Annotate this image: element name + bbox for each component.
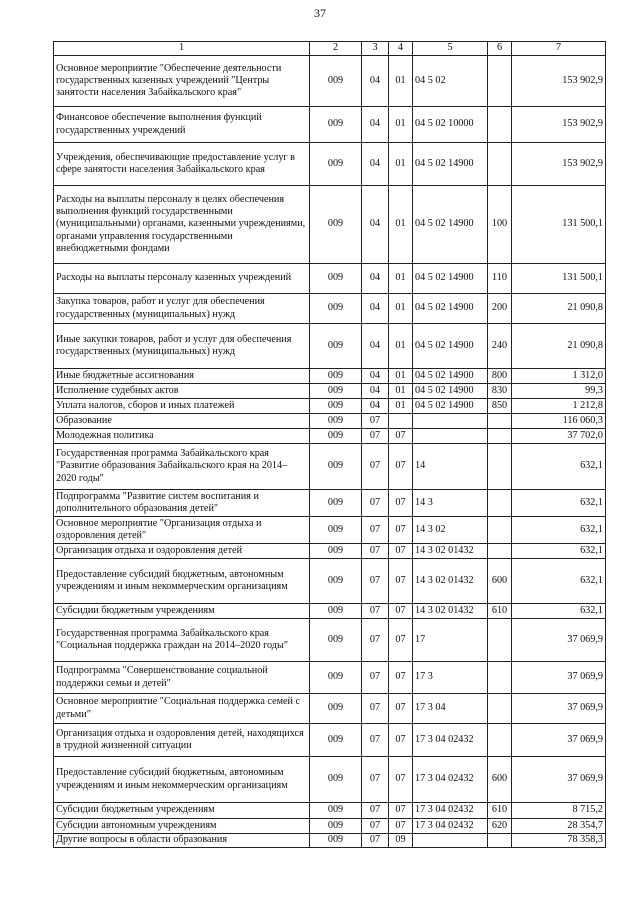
row-expense-type: [488, 834, 512, 848]
row-section: 07: [362, 544, 389, 559]
table-row: [54, 490, 606, 517]
row-grbs: 009: [310, 803, 362, 819]
row-name: Исполнение судебных актов: [54, 384, 310, 399]
row-amount: 153 902,9: [512, 56, 606, 107]
row-name: Другие вопросы в области образования: [54, 834, 310, 848]
row-amount: 99,3: [512, 384, 606, 399]
row-expense-type: [488, 107, 512, 143]
row-expense-type: 600: [488, 757, 512, 803]
row-subsection: 07: [389, 694, 413, 724]
row-grbs: 009: [310, 107, 362, 143]
row-name: Уплата налогов, сборов и иных платежей: [54, 399, 310, 414]
row-grbs: 009: [310, 399, 362, 414]
table-row: [54, 662, 606, 694]
row-target-code: 17 3 04: [413, 694, 488, 724]
row-section: 07: [362, 517, 389, 544]
col-header: 7: [512, 42, 606, 56]
row-grbs: 009: [310, 834, 362, 848]
row-name: Учреждения, обеспечивающие предоставление услуг в сфере занятости населения Забайкальского края: [54, 143, 310, 186]
table-row: [54, 604, 606, 619]
table-row: [54, 399, 606, 414]
row-amount: 37 069,9: [512, 724, 606, 757]
table-row: [54, 517, 606, 544]
row-grbs: 009: [310, 384, 362, 399]
row-subsection: 07: [389, 819, 413, 834]
row-section: 07: [362, 834, 389, 848]
table-row: [54, 384, 606, 399]
row-subsection: 07: [389, 619, 413, 662]
page-number: 37: [314, 6, 326, 20]
row-name: Организация отдыха и оздоровления детей, находящихся в трудной жизненной ситуации: [54, 724, 310, 757]
row-expense-type: 830: [488, 384, 512, 399]
row-grbs: 009: [310, 186, 362, 264]
row-amount: 131 500,1: [512, 186, 606, 264]
row-subsection: 01: [389, 324, 413, 369]
row-amount: 1 312,0: [512, 369, 606, 384]
row-target-code: 04 5 02 14900: [413, 264, 488, 294]
row-expense-type: [488, 694, 512, 724]
row-expense-type: 850: [488, 399, 512, 414]
table-row: [54, 544, 606, 559]
row-expense-type: 200: [488, 294, 512, 324]
row-name: Государственная программа Забайкальского края "Развитие образования Забайкальского края на 2014–2020 годы": [54, 444, 310, 490]
row-subsection: 01: [389, 143, 413, 186]
table-row: [54, 444, 606, 490]
row-target-code: 17 3 04 02432: [413, 803, 488, 819]
row-name: Иные бюджетные ассигнования: [54, 369, 310, 384]
table-row: [54, 143, 606, 186]
table-row: [54, 186, 606, 264]
row-amount: 116 060,3: [512, 414, 606, 429]
row-section: 04: [362, 143, 389, 186]
row-target-code: 14 3 02 01432: [413, 604, 488, 619]
row-target-code: [413, 834, 488, 848]
row-section: 04: [362, 399, 389, 414]
row-amount: 21 090,8: [512, 324, 606, 369]
row-target-code: 17 3: [413, 662, 488, 694]
row-amount: 632,1: [512, 559, 606, 604]
row-section: 04: [362, 294, 389, 324]
row-amount: 153 902,9: [512, 107, 606, 143]
row-subsection: 07: [389, 559, 413, 604]
table-row: [54, 107, 606, 143]
row-amount: 37 702,0: [512, 429, 606, 444]
row-name: Государственная программа Забайкальского края "Социальная поддержка граждан на 2014–2020 годы": [54, 619, 310, 662]
row-section: 07: [362, 414, 389, 429]
row-name: Основное мероприятие "Обеспечение деятельности государственных казенных учреждений "Центры занятости населения Забайкальского края": [54, 56, 310, 107]
table-row: [54, 414, 606, 429]
row-grbs: 009: [310, 694, 362, 724]
row-expense-type: [488, 662, 512, 694]
row-subsection: 01: [389, 399, 413, 414]
row-name: Подпрограмма "Совершенствование социальной поддержки семьи и детей": [54, 662, 310, 694]
table-row: [54, 264, 606, 294]
row-target-code: 04 5 02 14900: [413, 186, 488, 264]
row-name: Иные закупки товаров, работ и услуг для обеспечения государственных (муниципальных) нужд: [54, 324, 310, 369]
row-amount: 632,1: [512, 444, 606, 490]
table-row: [54, 803, 606, 819]
row-grbs: 009: [310, 604, 362, 619]
row-subsection: 01: [389, 294, 413, 324]
row-section: 07: [362, 444, 389, 490]
row-name: Субсидии автономным учреждениям: [54, 819, 310, 834]
row-target-code: 04 5 02 14900: [413, 384, 488, 399]
row-expense-type: [488, 490, 512, 517]
row-name: Предоставление субсидий бюджетным, автономным учреждениям и иным некоммерческим организациям: [54, 757, 310, 803]
row-name: Расходы на выплаты персоналу в целях обеспечения выполнения функций государственными (муниципальными) органами, казенными учреждениями, органами управления государственными внебюджетными фондами: [54, 186, 310, 264]
row-grbs: 009: [310, 490, 362, 517]
row-section: 07: [362, 724, 389, 757]
row-section: 07: [362, 757, 389, 803]
row-target-code: 04 5 02 14900: [413, 294, 488, 324]
row-target-code: 14 3 02 01432: [413, 544, 488, 559]
row-name: Закупка товаров, работ и услуг для обеспечения государственных (муниципальных) нужд: [54, 294, 310, 324]
row-target-code: 04 5 02 14900: [413, 399, 488, 414]
row-grbs: 009: [310, 264, 362, 294]
row-section: 07: [362, 694, 389, 724]
row-grbs: 009: [310, 724, 362, 757]
row-section: 04: [362, 369, 389, 384]
col-header: 5: [413, 42, 488, 56]
row-expense-type: [488, 619, 512, 662]
col-header: 4: [389, 42, 413, 56]
row-grbs: 009: [310, 414, 362, 429]
row-amount: 1 212,8: [512, 399, 606, 414]
row-amount: 632,1: [512, 544, 606, 559]
row-name: Расходы на выплаты персоналу казенных учреждений: [54, 264, 310, 294]
row-target-code: 04 5 02 10000: [413, 107, 488, 143]
row-target-code: 17: [413, 619, 488, 662]
row-target-code: 14 3 02 01432: [413, 559, 488, 604]
table-row: [54, 369, 606, 384]
row-section: 04: [362, 264, 389, 294]
row-expense-type: [488, 429, 512, 444]
row-expense-type: 800: [488, 369, 512, 384]
row-expense-type: [488, 544, 512, 559]
budget-table: [53, 41, 606, 848]
row-section: 04: [362, 56, 389, 107]
row-amount: 131 500,1: [512, 264, 606, 294]
row-expense-type: 620: [488, 819, 512, 834]
row-grbs: 009: [310, 294, 362, 324]
row-name: Предоставление субсидий бюджетным, автономным учреждениям и иным некоммерческим организациям: [54, 559, 310, 604]
row-subsection: 07: [389, 757, 413, 803]
row-subsection: 07: [389, 662, 413, 694]
row-subsection: 07: [389, 544, 413, 559]
row-amount: 632,1: [512, 604, 606, 619]
row-grbs: 009: [310, 369, 362, 384]
row-expense-type: [488, 414, 512, 429]
row-expense-type: 600: [488, 559, 512, 604]
row-section: 04: [362, 384, 389, 399]
table-row: [54, 834, 606, 848]
row-grbs: 009: [310, 757, 362, 803]
row-expense-type: [488, 56, 512, 107]
row-target-code: [413, 414, 488, 429]
row-section: 04: [362, 186, 389, 264]
row-amount: 28 354,7: [512, 819, 606, 834]
row-name: Организация отдыха и оздоровления детей: [54, 544, 310, 559]
row-section: 07: [362, 662, 389, 694]
row-amount: 153 902,9: [512, 143, 606, 186]
col-header: 6: [488, 42, 512, 56]
row-target-code: 04 5 02 14900: [413, 324, 488, 369]
row-amount: 78 358,3: [512, 834, 606, 848]
row-expense-type: 610: [488, 604, 512, 619]
row-expense-type: 110: [488, 264, 512, 294]
row-target-code: 04 5 02 14900: [413, 143, 488, 186]
row-section: 07: [362, 803, 389, 819]
row-grbs: 009: [310, 662, 362, 694]
row-subsection: 07: [389, 724, 413, 757]
row-target-code: 14: [413, 444, 488, 490]
row-grbs: 009: [310, 619, 362, 662]
row-subsection: 09: [389, 834, 413, 848]
row-section: 04: [362, 324, 389, 369]
row-expense-type: 610: [488, 803, 512, 819]
table-row: [54, 429, 606, 444]
table-row: [54, 694, 606, 724]
row-subsection: 07: [389, 490, 413, 517]
row-expense-type: [488, 143, 512, 186]
row-target-code: 04 5 02: [413, 56, 488, 107]
row-amount: 37 069,9: [512, 694, 606, 724]
col-header: 1: [54, 42, 310, 56]
row-target-code: 04 5 02 14900: [413, 369, 488, 384]
row-amount: 37 069,9: [512, 619, 606, 662]
table-row: [54, 724, 606, 757]
row-amount: 37 069,9: [512, 662, 606, 694]
table-row: [54, 324, 606, 369]
row-section: 07: [362, 559, 389, 604]
table-row: [54, 559, 606, 604]
row-name: Субсидии бюджетным учреждениям: [54, 803, 310, 819]
row-section: 07: [362, 490, 389, 517]
row-name: Финансовое обеспечение выполнения функций государственных учреждений: [54, 107, 310, 143]
row-grbs: 009: [310, 517, 362, 544]
row-grbs: 009: [310, 819, 362, 834]
table-row: [54, 757, 606, 803]
row-grbs: 009: [310, 324, 362, 369]
table-row: [54, 294, 606, 324]
row-grbs: 009: [310, 143, 362, 186]
row-subsection: 01: [389, 56, 413, 107]
row-section: 07: [362, 619, 389, 662]
row-target-code: 14 3 02: [413, 517, 488, 544]
header-row: [54, 42, 606, 56]
row-target-code: 17 3 04 02432: [413, 819, 488, 834]
row-subsection: 07: [389, 604, 413, 619]
col-header: 2: [310, 42, 362, 56]
row-expense-type: [488, 724, 512, 757]
row-section: 07: [362, 819, 389, 834]
row-subsection: 07: [389, 429, 413, 444]
row-expense-type: [488, 444, 512, 490]
row-name: Молодежная политика: [54, 429, 310, 444]
row-name: Подпрограмма "Развитие систем воспитания и дополнительного образования детей": [54, 490, 310, 517]
row-section: 07: [362, 429, 389, 444]
row-amount: 8 715,2: [512, 803, 606, 819]
row-grbs: 009: [310, 544, 362, 559]
table-row: [54, 56, 606, 107]
row-name: Основное мероприятие "Организация отдыха и оздоровления детей": [54, 517, 310, 544]
row-name: Основное мероприятие "Социальная поддержка семей с детьми": [54, 694, 310, 724]
row-section: 07: [362, 604, 389, 619]
row-grbs: 009: [310, 444, 362, 490]
row-grbs: 009: [310, 429, 362, 444]
row-amount: 37 069,9: [512, 757, 606, 803]
row-subsection: 01: [389, 186, 413, 264]
col-header: 3: [362, 42, 389, 56]
row-subsection: 07: [389, 517, 413, 544]
row-subsection: 01: [389, 369, 413, 384]
row-target-code: 17 3 04 02432: [413, 757, 488, 803]
row-target-code: 17 3 04 02432: [413, 724, 488, 757]
row-amount: 21 090,8: [512, 294, 606, 324]
row-subsection: 01: [389, 107, 413, 143]
row-target-code: 14 3: [413, 490, 488, 517]
row-name: Образование: [54, 414, 310, 429]
table-row: [54, 819, 606, 834]
row-section: 04: [362, 107, 389, 143]
row-grbs: 009: [310, 56, 362, 107]
row-expense-type: 100: [488, 186, 512, 264]
row-expense-type: [488, 517, 512, 544]
row-amount: 632,1: [512, 517, 606, 544]
row-grbs: 009: [310, 559, 362, 604]
row-subsection: 01: [389, 384, 413, 399]
row-expense-type: 240: [488, 324, 512, 369]
row-subsection: 07: [389, 444, 413, 490]
row-amount: 632,1: [512, 490, 606, 517]
row-subsection: 07: [389, 803, 413, 819]
row-name: Субсидии бюджетным учреждениям: [54, 604, 310, 619]
row-subsection: [389, 414, 413, 429]
row-target-code: [413, 429, 488, 444]
row-subsection: 01: [389, 264, 413, 294]
table-row: [54, 619, 606, 662]
